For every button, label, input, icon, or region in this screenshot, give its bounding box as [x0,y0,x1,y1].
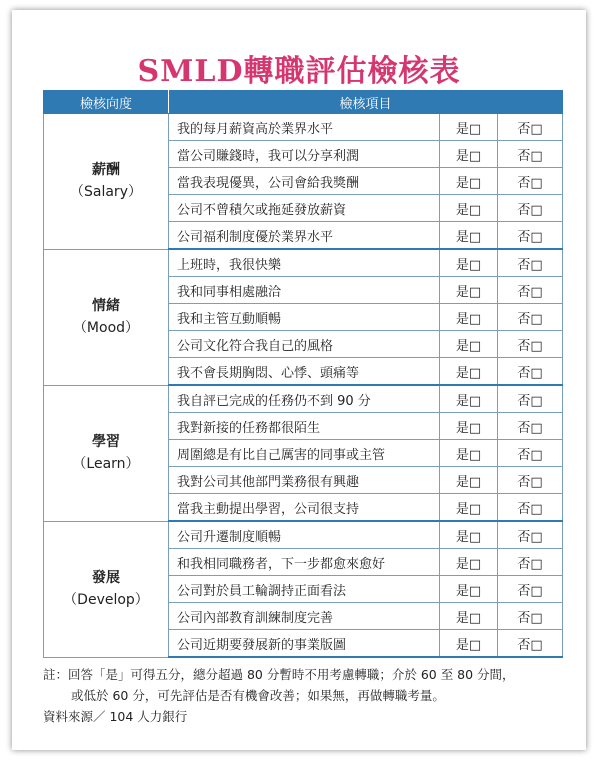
check-item-text: 我和同事相處融洽 [169,277,440,304]
check-item-text: 我的每月薪資高於業界水平 [169,114,440,141]
yes-checkbox[interactable]: 是□ [440,576,498,603]
no-checkbox[interactable]: 否□ [498,358,563,386]
check-item-text: 公司福利制度優於業界水平 [169,222,440,250]
no-checkbox[interactable]: 否□ [498,494,563,522]
no-checkbox[interactable]: 否□ [498,576,563,603]
yes-checkbox[interactable]: 是□ [440,549,498,576]
yes-checkbox[interactable]: 是□ [440,222,498,250]
check-item-text: 我對公司其他部門業務很有興趣 [169,467,440,494]
category-cell [44,114,169,250]
checklist-page [12,10,586,750]
yes-checkbox[interactable]: 是□ [440,195,498,222]
check-item-text: 公司對於員工輪調持正面看法 [169,576,440,603]
no-checkbox[interactable]: 否□ [498,440,563,467]
no-checkbox[interactable]: 否□ [498,222,563,250]
footnote [43,664,573,727]
category-name: 薪酬 [92,162,120,179]
check-item-text: 公司近期要發展新的事業版圖 [169,630,440,658]
category-name: 情緒 [92,298,120,314]
category-cell [44,521,169,657]
yes-checkbox[interactable]: 是□ [440,168,498,195]
note-line-1: 註：回答「是」可得五分，總分超過 80 分暫時不用考慮轉職；介於 60 至 80 分間， [43,667,515,682]
yes-checkbox[interactable]: 是□ [440,440,498,467]
check-item-text: 我不會長期胸悶、心悸、頭痛等 [169,358,440,386]
yes-checkbox[interactable]: 是□ [440,114,498,141]
no-checkbox[interactable]: 否□ [498,277,563,304]
table-header-row [44,91,563,114]
source-line: 資料來源／ 104 人力銀行 [43,709,188,724]
page-title: SMLD轉職評估檢核表 [137,54,461,89]
yes-checkbox[interactable]: 是□ [440,358,498,386]
yes-checkbox[interactable]: 是□ [440,467,498,494]
header-items: 檢核項目 [169,91,563,114]
no-checkbox[interactable]: 否□ [498,114,563,141]
check-item-text: 公司不曾積欠或拖延發放薪資 [169,195,440,222]
check-item-text: 公司文化符合我自己的風格 [169,331,440,358]
yes-checkbox[interactable]: 是□ [440,494,498,522]
no-checkbox[interactable]: 否□ [498,249,563,277]
yes-checkbox[interactable]: 是□ [440,521,498,549]
no-checkbox[interactable]: 否□ [498,549,563,576]
check-item-text: 我自評已完成的任務仍不到 90 分 [169,385,440,413]
category-cell [44,249,169,385]
check-item-text: 和我相同職務者，下一步都愈來愈好 [169,549,440,576]
no-checkbox[interactable]: 否□ [498,304,563,331]
check-item-text: 當公司賺錢時，我可以分享利潤 [169,141,440,168]
header-dimension: 檢核向度 [44,91,169,114]
category-name: 發展 [92,570,120,586]
no-checkbox[interactable]: 否□ [498,521,563,549]
category-name: 學習 [92,434,120,450]
no-checkbox[interactable]: 否□ [498,603,563,630]
no-checkbox[interactable]: 否□ [498,195,563,222]
yes-checkbox[interactable]: 是□ [440,630,498,658]
yes-checkbox[interactable]: 是□ [440,331,498,358]
yes-checkbox[interactable]: 是□ [440,304,498,331]
check-item-text: 我對新接的任務都很陌生 [169,413,440,440]
yes-checkbox[interactable]: 是□ [440,141,498,168]
table-row [44,114,563,141]
note-line-2: 或低於 60 分，可先評估是否有機會改善；如果無，再做轉職考量。 [71,688,445,703]
category-english: （Learn） [72,456,140,472]
category-english: （Mood） [72,320,140,336]
table-row [44,249,563,277]
category-cell [44,385,169,521]
table-row [44,385,563,413]
no-checkbox[interactable]: 否□ [498,331,563,358]
table-row [44,521,563,549]
no-checkbox[interactable]: 否□ [498,141,563,168]
no-checkbox[interactable]: 否□ [498,168,563,195]
check-item-text: 當我主動提出學習，公司很支持 [169,494,440,522]
check-item-text: 我和主管互動順暢 [169,304,440,331]
check-item-text: 當我表現優異，公司會給我獎酬 [169,168,440,195]
yes-checkbox[interactable]: 是□ [440,413,498,440]
category-english: （Salary） [70,184,142,201]
no-checkbox[interactable]: 否□ [498,413,563,440]
no-checkbox[interactable]: 否□ [498,467,563,494]
yes-checkbox[interactable]: 是□ [440,249,498,277]
yes-checkbox[interactable]: 是□ [440,603,498,630]
no-checkbox[interactable]: 否□ [498,385,563,413]
checklist-table [43,90,563,658]
yes-checkbox[interactable]: 是□ [440,277,498,304]
category-english: （Develop） [63,592,149,608]
check-item-text: 公司內部教育訓練制度完善 [169,603,440,630]
check-item-text: 上班時，我很快樂 [169,249,440,277]
check-item-text: 周圍總是有比自己厲害的同事或主管 [169,440,440,467]
check-item-text: 公司升遷制度順暢 [169,521,440,549]
yes-checkbox[interactable]: 是□ [440,385,498,413]
no-checkbox[interactable]: 否□ [498,630,563,658]
